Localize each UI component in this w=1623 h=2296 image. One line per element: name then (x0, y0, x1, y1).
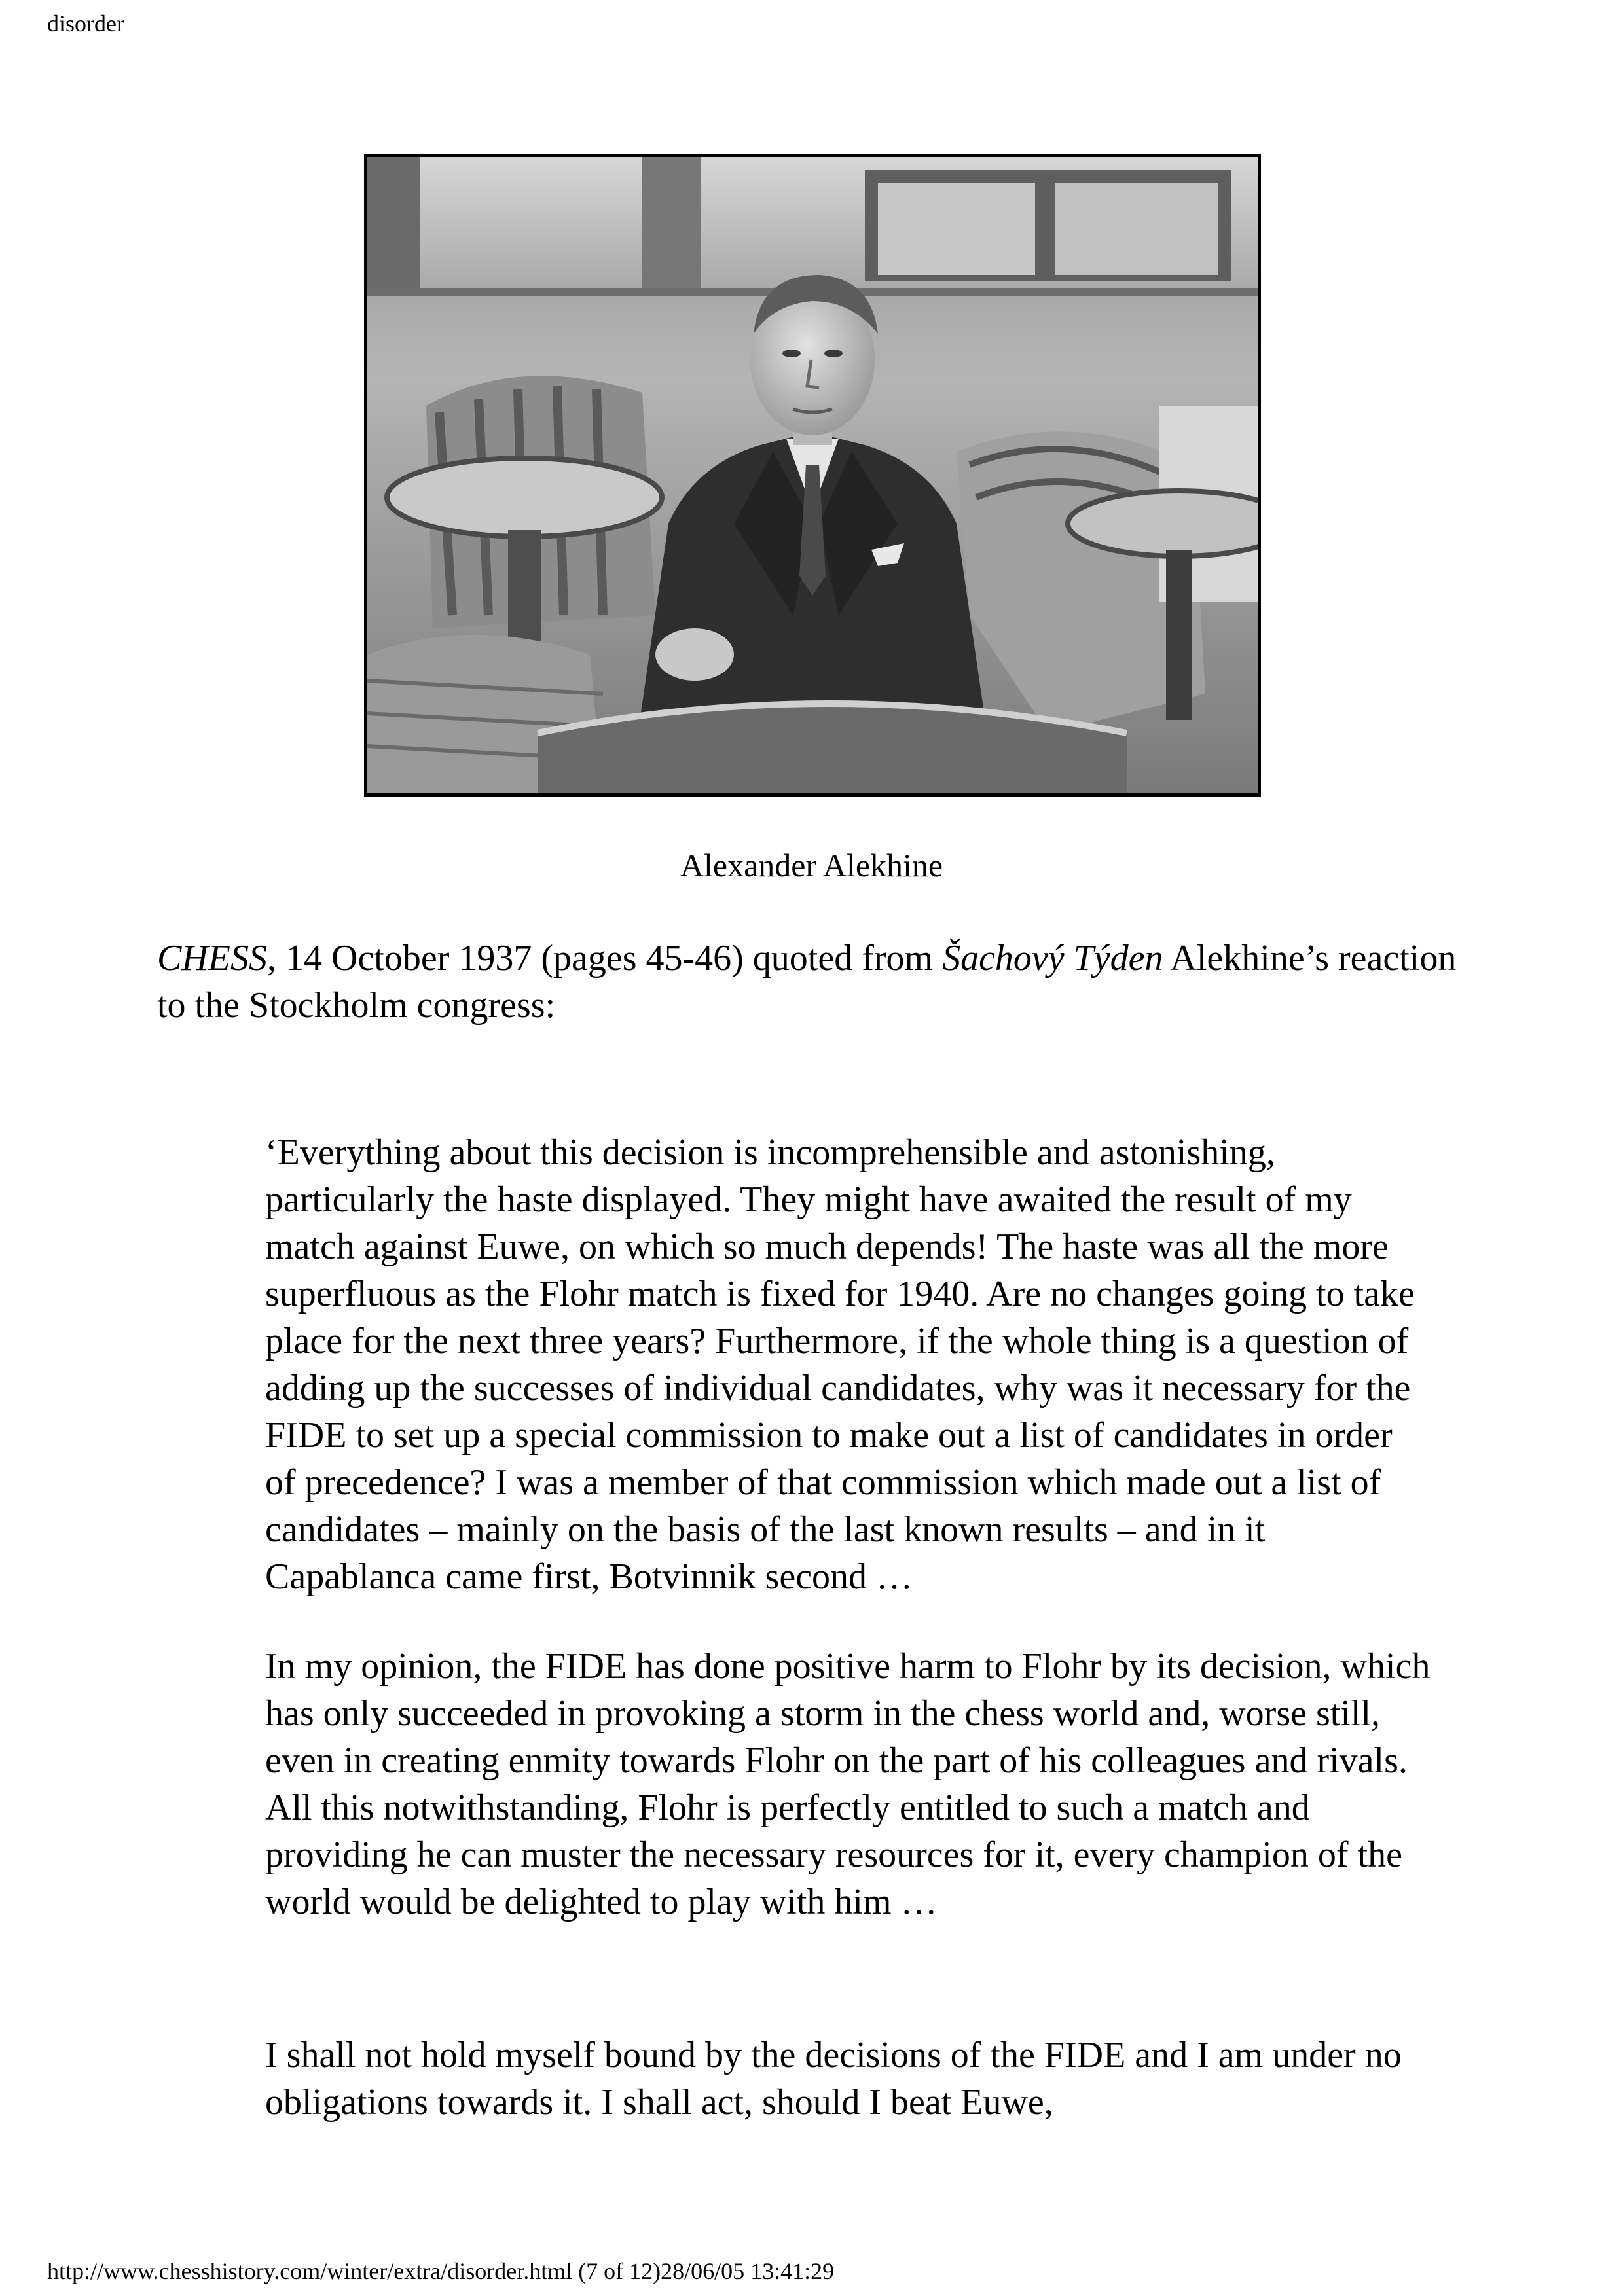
intro-end-text: Alekhine’s reaction to the Stockholm congress: (157, 938, 1457, 1026)
quote-paragraph-1: ‘Everything about this decision is incomprehensible and astonishing, particularly the haste displayed. They might have awaited the result of my match against Euwe, on which so much depends! The haste was all the more superfluous as the Flohr match is fixed for 1940. Are no changes going to take place for the next three years? Furthermore, if the whole thing is a question of adding up the successes of individual candidates, why was it necessary for the FIDE to set up a special commission to make out a list of candidates in order of precedence? I was a member of that commission which made out a list of candidates – mainly on the basis of the last known results – and in it Capablanca came first, Botvinnik second … (265, 1132, 1415, 1597)
intro-paragraph (157, 935, 1467, 1029)
photo-caption: Alexander Alekhine (680, 847, 943, 884)
portrait-photo (364, 154, 1261, 797)
page-header-title: disorder (47, 10, 124, 37)
footer-url: http://www.chesshistory.com/winter/extra/disorder.html (7 of 12)28/06/05 13:41:29 (47, 2258, 835, 2284)
quote-paragraph-3: I shall not hold myself bound by the decisions of the FIDE and I am under no obligations towards it. I shall act, should I beat Euwe, (265, 2035, 1402, 2123)
publication-title: Šachový Týden (942, 938, 1163, 978)
intro-middle-text: , 14 October 1937 (pages 45-46) quoted from (267, 938, 943, 978)
source-title: CHESS (157, 938, 267, 978)
quote-paragraph-2: In my opinion, the FIDE has done positive harm to Flohr by its decision, which has only succeeded in provoking a storm in the chess world and, worse still, even in creating enmity towards Flohr on the part of his colleagues and rivals. All this notwithstanding, Flohr is perfectly entitled to such a match and providing he can muster the necessary resources for it, every champion of the world would be delighted to play with him … (265, 1646, 1431, 1922)
portrait-photo-illustration (367, 157, 1258, 793)
